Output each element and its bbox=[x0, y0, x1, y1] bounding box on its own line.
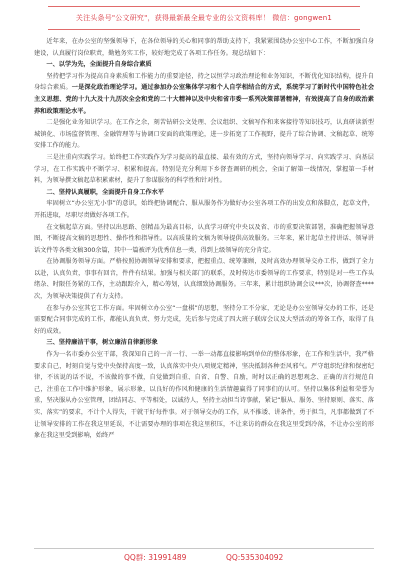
section-heading-3: 三、坚持廉洁干事，树立廉洁自律新形象 bbox=[46, 339, 158, 347]
body-paragraph: 在文稿起草方面。坚持以出思路、创精品为最高目标，认真学习研究中央以及省、市的重要决策部署，准确把握领导意图，不断提高文稿的思想性、操作性和指导性。以高质量的文稿为领导提供高效服务。三年来，累计起草主持讲话、领导讲话文件等各类文稿300余篇，其中一篇被评为优秀信息一类，得到上级领导的充分肯定。 bbox=[34, 223, 374, 254]
section-heading-2: 二、坚持认真履职，全面提升自身工作水平 bbox=[46, 188, 164, 196]
intro-paragraph: 近年来，在办公室的坚强领导下，在各位领导的关心和同事的帮助支持下，我紧紧围绕办公室中心工作，不断加强自身建设，认真履行岗位职责，勤勉务实工作，较好地完成了各项工作任务。现总结如下： bbox=[34, 38, 374, 57]
header-banner: 关注头条号"公文研究"，获得最新最全最专业的公文资料库！ 微信：gongwen1 bbox=[48, 6, 360, 30]
body-paragraph: 在协调服务领导方面。严格按照协调领导安排和要求，把握重点、统筹兼顾，及时高效办理领导交办工作，做到了全力以赴，认真负责，事事有回音，件件有结果。加强与相关部门的联系，及时传达市委领导的工作要求，特别是对一些工作头绪杂、时限任务紧的工作，主动跟踪介入，精心筹划，认真细致协调服务。三年来，累计组织协调会议***次，协调督查****次，为领导决策提供了有力支持。 bbox=[34, 258, 374, 301]
qq-group-text: QQ群: 31991489 bbox=[124, 553, 187, 562]
qq-number-text: QQ:535304092 bbox=[226, 553, 284, 562]
subheading-text: 一是深化政治理论学习。通过参加办公室集体学习和个人自学相结合的方式，系统学习了新时代中国特色社会主义思想、党的十九大及十九历次全会和党的二十大精神以及中央和省市委一系列决策部署精神，有效提高了自身的政治素养和政策理论水平。 bbox=[34, 84, 375, 115]
body-paragraph: 三是注重向实践学习。始终把工作实践作为学习提高的最直接、最有效的方式，坚持向领导学习、向实践学习、向基层学习，在工作实践中不断学习、积累和提高。特别是充分利用下乡督查调研的机会，全面了解第一线情况，掌握第一手材料，为领导撰文稿起草积累素材，提升了参谋服务的科学性和针对性。 bbox=[34, 153, 374, 185]
document-body bbox=[34, 36, 374, 442]
body-paragraph: 牢固树立“办公室无小事”的意识，始终把协调配合、服从服务作为做好办公室各项工作的出发点和落脚点，起草文件，开拓进取，尽职尽责做好各项工作。 bbox=[34, 200, 374, 219]
section-heading-1: 一、以学为先，全面提升自身综合素质 bbox=[46, 61, 152, 69]
body-paragraph: 二是强化业务知识学习。在工作之余，刻苦钻研公文处理、会议组织、文稿写作和来客接待等知识技巧，认真研读新型城镇化、市场监督管理、金融管理等与协调口安面的政策理论，进一步拓宽了工作视野，提升了综合协调、文稿起草、统筹安排工作的能力。 bbox=[34, 119, 374, 150]
body-paragraph: 作为一名市委办公室干部，我深知自己的一言一行、一举一动都直接影响到单位的整体形象，在工作和生活中，我严格要求自己，时刻自觉与党中央保持高度一致，认真落实中央八项规定精神，坚决抵制各种歪风邪气。严守组织纪律和保密纪律，不该说的话不说，不该做的事不做，自觉做到自重、自省、自警、自励，时时以正确的思想观念、正确的言行规范自己，注重在工作中维护形象，展示形象，以良好的作风和健康的生活情趣赢得了同事们的认可。坚持以集体利益和荣誉为重，坚决服从办公室管理，团结同志、平等相处，以诚待人，坚持主动担当诗事献，紧记“服从、服务、坚持原则、落实、落实、落实”的要求，不计个人得失，干就干好每件事。对于领导交办的工作，从不推诿、讲条件，勇于担当，凡事都做到了不让领导安排的工作在我这里延误，不让需要办理的事项在我这里积压，不让来访的群众在我这里受到冷落，不让办公室的形象在我这里受到影响，始终严 bbox=[34, 351, 374, 440]
body-paragraph: 在参与办公室其它工作方面。牢固树立办公室“一盘棋”的思想，坚持分工不分家，无论是办公室领导交办的工作，还是需要配合同事完成的工作，都能认真负责、努力完成，先后参与完成了四大班子联席会议及大型活动的筹备工作，取得了良好的成效。 bbox=[34, 304, 374, 335]
paragraph-text: 坚持把学习作为提高自身素质和工作能力的重要途径，持之以恒学习政治理论和业务知识，不断优化知识结构，提升自身综合素质。 bbox=[34, 72, 374, 92]
body-paragraph bbox=[34, 71, 374, 117]
page-footer bbox=[34, 548, 374, 567]
